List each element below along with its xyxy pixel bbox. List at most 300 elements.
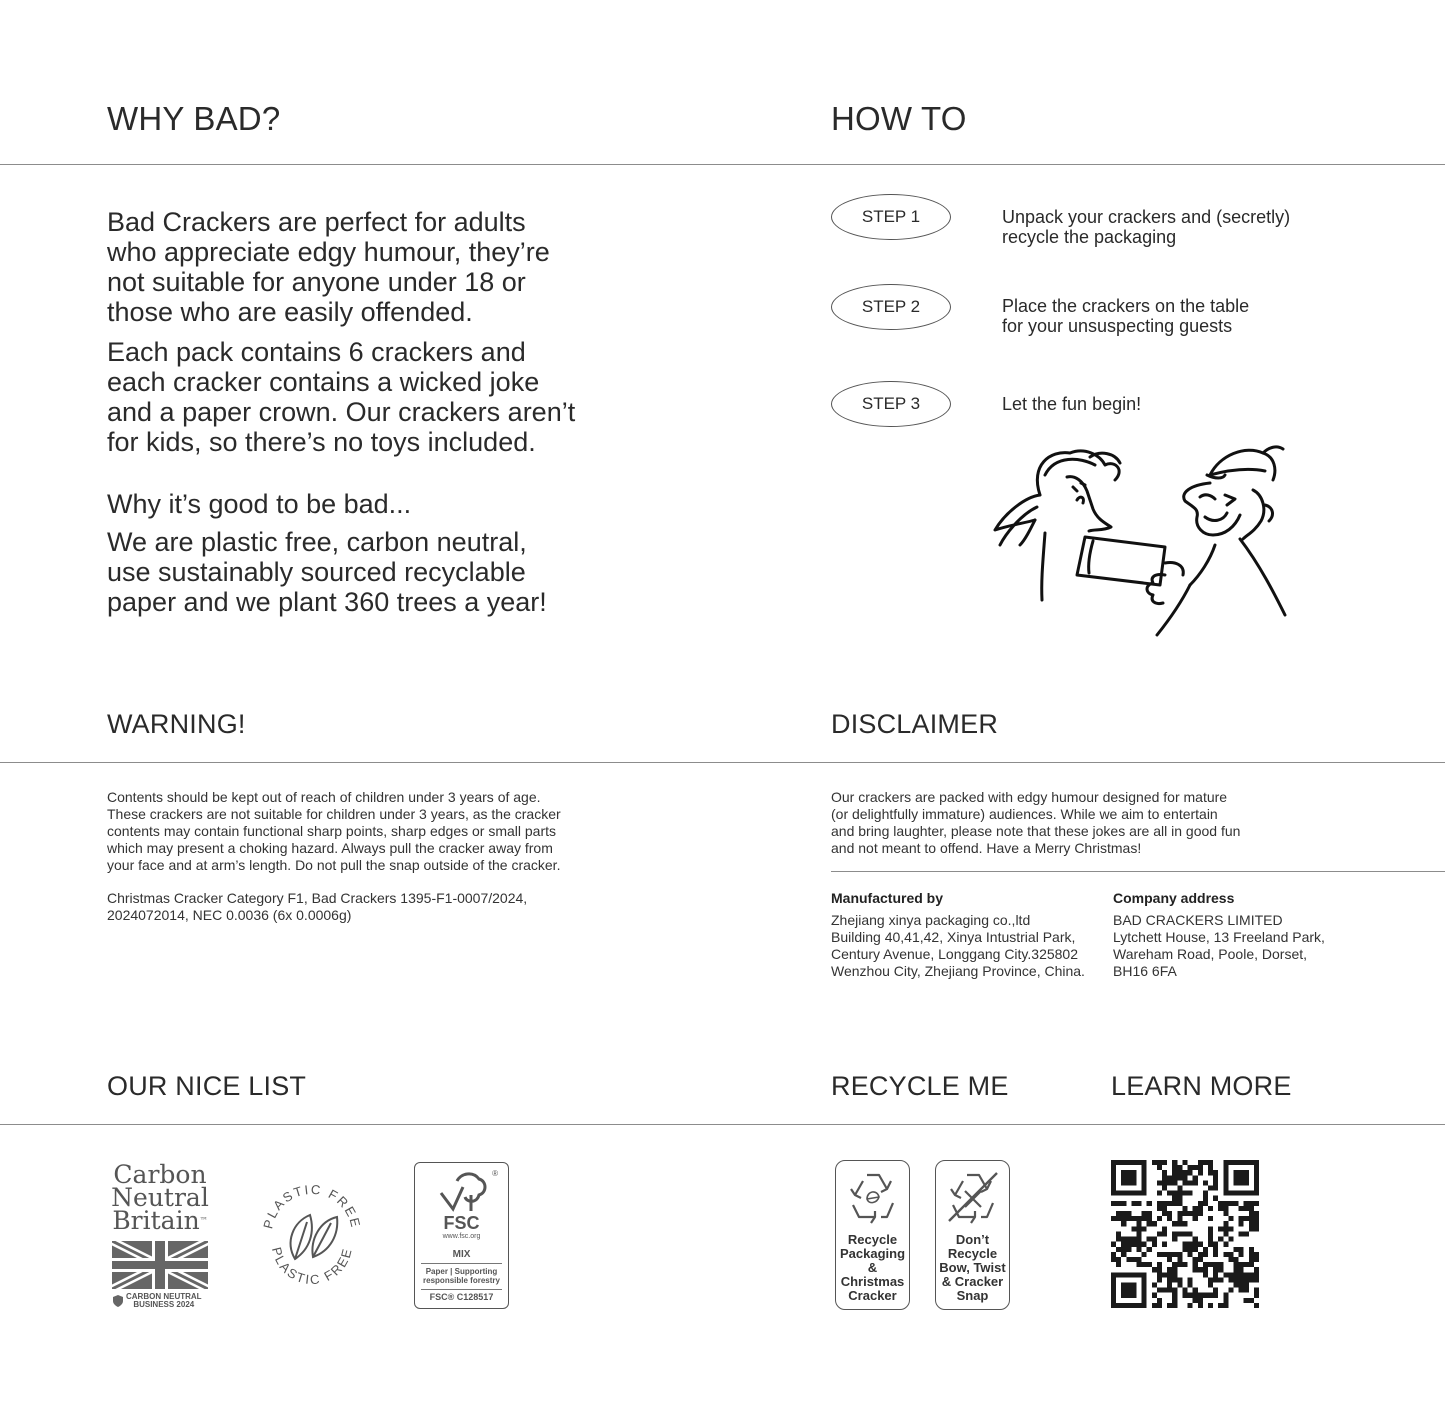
qr-module bbox=[1126, 1180, 1131, 1185]
qr-module bbox=[1167, 1282, 1172, 1287]
qr-module bbox=[1147, 1211, 1152, 1216]
qr-module bbox=[1182, 1242, 1187, 1247]
qr-module bbox=[1198, 1160, 1203, 1165]
qr-module bbox=[1121, 1191, 1126, 1196]
qr-module bbox=[1177, 1175, 1182, 1180]
why-bad-para1: Bad Crackers are perfect for adults who appreciate edgy humour, they’re not suitable for anyone under 18 or those who are easily offended. bbox=[107, 207, 550, 327]
qr-module bbox=[1223, 1303, 1228, 1308]
qr-module bbox=[1121, 1160, 1126, 1165]
qr-module bbox=[1131, 1257, 1136, 1262]
fsc-url: www.fsc.org bbox=[442, 1233, 481, 1240]
qr-module bbox=[1167, 1211, 1172, 1216]
qr-module bbox=[1126, 1257, 1131, 1262]
qr-module bbox=[1111, 1191, 1116, 1196]
qr-module bbox=[1198, 1257, 1203, 1262]
plastic-free-bottom-text: PLASTIC FREE bbox=[268, 1245, 356, 1288]
qr-module bbox=[1157, 1180, 1162, 1185]
qr-module bbox=[1208, 1165, 1213, 1170]
qr-module bbox=[1126, 1293, 1131, 1298]
qr-module bbox=[1239, 1252, 1244, 1257]
qr-module bbox=[1142, 1165, 1147, 1170]
qr-module bbox=[1239, 1221, 1244, 1226]
qr-module bbox=[1182, 1180, 1187, 1185]
qr-module bbox=[1152, 1303, 1157, 1308]
step-1-text: Unpack your crackers and (secretly) recycle the packaging bbox=[1002, 207, 1291, 247]
qr-module bbox=[1233, 1257, 1238, 1262]
qr-module bbox=[1121, 1170, 1126, 1175]
qr-module bbox=[1223, 1170, 1228, 1175]
qr-module bbox=[1157, 1206, 1162, 1211]
divider-top bbox=[0, 164, 1445, 165]
qr-module bbox=[1177, 1170, 1182, 1175]
qr-module bbox=[1162, 1160, 1167, 1165]
qr-module bbox=[1116, 1211, 1121, 1216]
qr-module bbox=[1193, 1165, 1198, 1170]
qr-module bbox=[1244, 1216, 1249, 1221]
qr-module bbox=[1162, 1252, 1167, 1257]
qr-module bbox=[1188, 1252, 1193, 1257]
qr-module bbox=[1111, 1293, 1116, 1298]
qr-module bbox=[1233, 1282, 1238, 1287]
qr-module bbox=[1111, 1186, 1116, 1191]
qr-module bbox=[1203, 1252, 1208, 1257]
qr-module bbox=[1157, 1272, 1162, 1277]
qr-module bbox=[1177, 1191, 1182, 1196]
qr-module bbox=[1126, 1216, 1131, 1221]
qr-module bbox=[1244, 1298, 1249, 1303]
company-address-title: Company address bbox=[1113, 890, 1235, 906]
qr-module bbox=[1167, 1288, 1172, 1293]
qr-module bbox=[1249, 1226, 1254, 1231]
qr-module bbox=[1193, 1262, 1198, 1267]
qr-module bbox=[1142, 1216, 1147, 1221]
qr-module bbox=[1152, 1282, 1157, 1287]
qr-module bbox=[1157, 1216, 1162, 1221]
qr-module bbox=[1239, 1262, 1244, 1267]
qr-module bbox=[1254, 1201, 1259, 1206]
qr-module bbox=[1254, 1277, 1259, 1282]
qr-module bbox=[1137, 1191, 1142, 1196]
qr-module bbox=[1254, 1216, 1259, 1221]
qr-module bbox=[1126, 1303, 1131, 1308]
qr-module bbox=[1213, 1267, 1218, 1272]
qr-module bbox=[1131, 1282, 1136, 1287]
qr-module bbox=[1162, 1272, 1167, 1277]
qr-module bbox=[1249, 1191, 1254, 1196]
qr-module bbox=[1198, 1165, 1203, 1170]
qr-module bbox=[1167, 1252, 1172, 1257]
qr-module bbox=[1172, 1288, 1177, 1293]
qr-module bbox=[1208, 1206, 1213, 1211]
qr-module bbox=[1244, 1160, 1249, 1165]
qr-module bbox=[1157, 1288, 1162, 1293]
qr-module bbox=[1239, 1180, 1244, 1185]
qr-module bbox=[1223, 1201, 1228, 1206]
qr-module bbox=[1157, 1252, 1162, 1257]
qr-module bbox=[1198, 1242, 1203, 1247]
qr-module bbox=[1182, 1221, 1187, 1226]
qr-module bbox=[1193, 1267, 1198, 1272]
qr-module bbox=[1218, 1201, 1223, 1206]
qr-module bbox=[1193, 1206, 1198, 1211]
qr-module bbox=[1198, 1170, 1203, 1175]
qr-module bbox=[1223, 1180, 1228, 1185]
qr-module bbox=[1239, 1267, 1244, 1272]
qr-module bbox=[1167, 1303, 1172, 1308]
qr-module bbox=[1116, 1237, 1121, 1242]
qr-module bbox=[1137, 1231, 1142, 1236]
qr-module bbox=[1188, 1247, 1193, 1252]
qr-module bbox=[1177, 1231, 1182, 1236]
qr-module bbox=[1249, 1277, 1254, 1282]
qr-module bbox=[1131, 1237, 1136, 1242]
qr-module bbox=[1239, 1277, 1244, 1282]
qr-module bbox=[1111, 1282, 1116, 1287]
qr-module bbox=[1244, 1180, 1249, 1185]
qr-module bbox=[1116, 1257, 1121, 1262]
qr-module bbox=[1162, 1201, 1167, 1206]
qr-module bbox=[1172, 1298, 1177, 1303]
qr-code[interactable] bbox=[1111, 1160, 1259, 1308]
qr-module bbox=[1177, 1252, 1182, 1257]
qr-module bbox=[1172, 1180, 1177, 1185]
qr-module bbox=[1162, 1206, 1167, 1211]
qr-module bbox=[1126, 1211, 1131, 1216]
qr-module bbox=[1182, 1160, 1187, 1165]
qr-module bbox=[1111, 1165, 1116, 1170]
qr-module bbox=[1228, 1201, 1233, 1206]
qr-module bbox=[1208, 1262, 1213, 1267]
qr-module bbox=[1116, 1247, 1121, 1252]
qr-module bbox=[1131, 1226, 1136, 1231]
qr-module bbox=[1182, 1191, 1187, 1196]
qr-module bbox=[1244, 1191, 1249, 1196]
qr-module bbox=[1254, 1175, 1259, 1180]
qr-module bbox=[1249, 1211, 1254, 1216]
qr-module bbox=[1223, 1211, 1228, 1216]
why-bad-para2: Each pack contains 6 crackers and each cracker contains a wicked joke and a paper crown. Our crackers aren’t for kids, so there’s no toys included. bbox=[107, 337, 576, 457]
qr-module bbox=[1111, 1277, 1116, 1282]
qr-module bbox=[1239, 1282, 1244, 1287]
qr-module bbox=[1203, 1180, 1208, 1185]
qr-module bbox=[1249, 1160, 1254, 1165]
qr-module bbox=[1172, 1221, 1177, 1226]
qr-module bbox=[1131, 1160, 1136, 1165]
qr-module bbox=[1254, 1221, 1259, 1226]
qr-module bbox=[1249, 1247, 1254, 1252]
qr-module bbox=[1137, 1242, 1142, 1247]
qr-module bbox=[1152, 1242, 1157, 1247]
qr-module bbox=[1213, 1277, 1218, 1282]
qr-module bbox=[1157, 1191, 1162, 1196]
qr-module bbox=[1131, 1216, 1136, 1221]
plastic-free-logo bbox=[255, 1177, 370, 1292]
qr-module bbox=[1188, 1242, 1193, 1247]
qr-module bbox=[1193, 1293, 1198, 1298]
qr-module bbox=[1203, 1247, 1208, 1252]
qr-module bbox=[1111, 1303, 1116, 1308]
qr-module bbox=[1172, 1237, 1177, 1242]
qr-module bbox=[1218, 1262, 1223, 1267]
qr-module bbox=[1137, 1160, 1142, 1165]
qr-module bbox=[1116, 1216, 1121, 1221]
step-3-pill: STEP 3 bbox=[831, 381, 951, 427]
warning-category: Christmas Cracker Category F1, Bad Crackers 1395-F1-0007/2024, 2024072014, NEC 0.0036 (6x 0.0006g) bbox=[107, 890, 528, 923]
qr-module bbox=[1188, 1180, 1193, 1185]
qr-module bbox=[1198, 1211, 1203, 1216]
qr-module bbox=[1172, 1252, 1177, 1257]
qr-module bbox=[1162, 1242, 1167, 1247]
qr-module bbox=[1172, 1196, 1177, 1201]
qr-module bbox=[1172, 1303, 1177, 1308]
qr-module bbox=[1244, 1262, 1249, 1267]
step-1-pill: STEP 1 bbox=[831, 194, 951, 240]
qr-module bbox=[1157, 1267, 1162, 1272]
qr-module bbox=[1208, 1277, 1213, 1282]
qr-module bbox=[1162, 1231, 1167, 1236]
qr-module bbox=[1116, 1231, 1121, 1236]
qr-module bbox=[1254, 1288, 1259, 1293]
qr-module bbox=[1208, 1237, 1213, 1242]
qr-module bbox=[1131, 1180, 1136, 1185]
leaves-icon bbox=[291, 1215, 338, 1259]
qr-module bbox=[1249, 1272, 1254, 1277]
qr-module bbox=[1203, 1191, 1208, 1196]
qr-module bbox=[1121, 1237, 1126, 1242]
qr-module bbox=[1167, 1277, 1172, 1282]
qr-module bbox=[1223, 1221, 1228, 1226]
qr-module bbox=[1167, 1191, 1172, 1196]
qr-module bbox=[1203, 1272, 1208, 1277]
qr-module bbox=[1254, 1180, 1259, 1185]
qr-module bbox=[1218, 1267, 1223, 1272]
carbon-neutral-britain-logo: Carbon Neutral Britain™ CARBON NEUTRAL BUSINESS 2024 bbox=[111, 1160, 209, 1309]
divider-bottom bbox=[0, 1124, 1445, 1125]
qr-module bbox=[1177, 1221, 1182, 1226]
qr-module bbox=[1249, 1257, 1254, 1262]
qr-module bbox=[1131, 1242, 1136, 1247]
qr-module bbox=[1167, 1272, 1172, 1277]
qr-module bbox=[1249, 1201, 1254, 1206]
qr-module bbox=[1254, 1252, 1259, 1257]
qr-module bbox=[1172, 1272, 1177, 1277]
no-recycle-icon bbox=[945, 1169, 1001, 1225]
qr-module bbox=[1177, 1186, 1182, 1191]
qr-module bbox=[1126, 1191, 1131, 1196]
why-bad-body bbox=[107, 207, 667, 617]
qr-module bbox=[1203, 1293, 1208, 1298]
qr-module bbox=[1239, 1216, 1244, 1221]
qr-module bbox=[1233, 1267, 1238, 1272]
qr-module bbox=[1218, 1226, 1223, 1231]
qr-module bbox=[1172, 1293, 1177, 1298]
qr-module bbox=[1223, 1226, 1228, 1231]
qr-module bbox=[1152, 1267, 1157, 1272]
qr-module bbox=[1182, 1262, 1187, 1267]
qr-module bbox=[1126, 1242, 1131, 1247]
qr-module bbox=[1177, 1201, 1182, 1206]
qr-module bbox=[1111, 1175, 1116, 1180]
qr-module bbox=[1244, 1170, 1249, 1175]
qr-module bbox=[1111, 1257, 1116, 1262]
qr-module bbox=[1233, 1272, 1238, 1277]
qr-module bbox=[1137, 1226, 1142, 1231]
recycle-icon bbox=[845, 1169, 901, 1225]
how-to-heading: HOW TO bbox=[831, 100, 967, 137]
qr-module bbox=[1213, 1247, 1218, 1252]
qr-module bbox=[1172, 1277, 1177, 1282]
qr-module bbox=[1147, 1201, 1152, 1206]
qr-module bbox=[1188, 1282, 1193, 1287]
qr-module bbox=[1162, 1180, 1167, 1185]
qr-module bbox=[1137, 1237, 1142, 1242]
qr-module bbox=[1249, 1216, 1254, 1221]
qr-module bbox=[1116, 1160, 1121, 1165]
qr-module bbox=[1137, 1247, 1142, 1252]
qr-module bbox=[1121, 1282, 1126, 1287]
qr-module bbox=[1213, 1175, 1218, 1180]
qr-module bbox=[1239, 1206, 1244, 1211]
qr-module bbox=[1228, 1216, 1233, 1221]
qr-module bbox=[1208, 1242, 1213, 1247]
qr-module bbox=[1142, 1288, 1147, 1293]
qr-module bbox=[1142, 1180, 1147, 1185]
qr-module bbox=[1131, 1201, 1136, 1206]
qr-module bbox=[1208, 1293, 1213, 1298]
qr-module bbox=[1121, 1303, 1126, 1308]
qr-module bbox=[1198, 1303, 1203, 1308]
fsc-code: FSC® C128517 bbox=[429, 1292, 494, 1302]
qr-module bbox=[1121, 1252, 1126, 1257]
warning-heading: WARNING! bbox=[107, 709, 246, 739]
qr-module bbox=[1147, 1237, 1152, 1242]
qr-module bbox=[1213, 1288, 1218, 1293]
qr-module bbox=[1172, 1175, 1177, 1180]
qr-module bbox=[1177, 1277, 1182, 1282]
qr-module bbox=[1137, 1257, 1142, 1262]
qr-module bbox=[1239, 1175, 1244, 1180]
qr-module bbox=[1121, 1221, 1126, 1226]
union-jack-icon bbox=[112, 1241, 208, 1289]
qr-module bbox=[1213, 1170, 1218, 1175]
qr-module bbox=[1223, 1231, 1228, 1236]
qr-module bbox=[1239, 1170, 1244, 1175]
qr-module bbox=[1172, 1165, 1177, 1170]
qr-module bbox=[1142, 1186, 1147, 1191]
qr-module bbox=[1157, 1303, 1162, 1308]
qr-module bbox=[1233, 1160, 1238, 1165]
warning-text: Contents should be kept out of reach of children under 3 years of age. These crackers are not suitable for children under 3 years, as the cracker contents may contain functional sharp points, sharp edges or small parts which may present a choking hazard. Always pull the cracker away from your face and at arm’s length. Do not pull the snap outside of the cracker. bbox=[107, 789, 561, 873]
qr-module bbox=[1182, 1247, 1187, 1252]
qr-module bbox=[1137, 1221, 1142, 1226]
qr-module bbox=[1167, 1267, 1172, 1272]
qr-module bbox=[1142, 1303, 1147, 1308]
qr-module bbox=[1244, 1201, 1249, 1206]
qr-module bbox=[1213, 1252, 1218, 1257]
qr-module bbox=[1152, 1293, 1157, 1298]
qr-module bbox=[1249, 1262, 1254, 1267]
qr-module bbox=[1254, 1211, 1259, 1216]
qr-module bbox=[1157, 1298, 1162, 1303]
qr-module bbox=[1147, 1216, 1152, 1221]
qr-module bbox=[1177, 1216, 1182, 1221]
qr-module bbox=[1172, 1267, 1177, 1272]
qr-module bbox=[1121, 1180, 1126, 1185]
qr-module bbox=[1244, 1175, 1249, 1180]
qr-module bbox=[1142, 1272, 1147, 1277]
qr-module bbox=[1223, 1272, 1228, 1277]
step-2-pill: STEP 2 bbox=[831, 284, 951, 330]
qr-module bbox=[1188, 1211, 1193, 1216]
qr-module bbox=[1218, 1277, 1223, 1282]
fsc-description: Paper | Supporting responsible forestry bbox=[423, 1267, 500, 1285]
qr-module bbox=[1157, 1160, 1162, 1165]
qr-module bbox=[1172, 1160, 1177, 1165]
qr-module bbox=[1126, 1272, 1131, 1277]
qr-module bbox=[1126, 1160, 1131, 1165]
why-bad-para3: We are plastic free, carbon neutral, use sustainably sourced recyclable paper and we plant 360 trees a year! bbox=[107, 527, 547, 617]
qr-module bbox=[1157, 1262, 1162, 1267]
qr-module bbox=[1203, 1267, 1208, 1272]
qr-module bbox=[1228, 1252, 1233, 1257]
qr-module bbox=[1152, 1160, 1157, 1165]
qr-module bbox=[1188, 1293, 1193, 1298]
company-address-text: BAD CRACKERS LIMITED Lytchett House, 13 Freeland Park, Wareham Road, Poole, Dorset, BH16 6FA bbox=[1113, 912, 1325, 979]
step-3-text: Let the fun begin! bbox=[1002, 394, 1142, 414]
qr-module bbox=[1223, 1242, 1228, 1247]
qr-module bbox=[1142, 1170, 1147, 1175]
qr-module bbox=[1162, 1170, 1167, 1175]
qr-module bbox=[1223, 1175, 1228, 1180]
qr-module bbox=[1126, 1237, 1131, 1242]
qr-module bbox=[1182, 1211, 1187, 1216]
qr-module bbox=[1188, 1231, 1193, 1236]
qr-module bbox=[1177, 1165, 1182, 1170]
qr-module bbox=[1152, 1237, 1157, 1242]
qr-module bbox=[1223, 1191, 1228, 1196]
qr-module bbox=[1198, 1201, 1203, 1206]
qr-module bbox=[1228, 1257, 1233, 1262]
qr-module bbox=[1142, 1226, 1147, 1231]
qr-module bbox=[1244, 1272, 1249, 1277]
qr-module bbox=[1239, 1160, 1244, 1165]
qr-module bbox=[1254, 1293, 1259, 1298]
qr-module bbox=[1121, 1175, 1126, 1180]
qr-module bbox=[1131, 1288, 1136, 1293]
qr-module bbox=[1147, 1221, 1152, 1226]
qr-module bbox=[1167, 1180, 1172, 1185]
qr-module bbox=[1233, 1180, 1238, 1185]
qr-module bbox=[1233, 1201, 1238, 1206]
qr-module bbox=[1244, 1277, 1249, 1282]
qr-module bbox=[1213, 1186, 1218, 1191]
qr-module bbox=[1254, 1165, 1259, 1170]
qr-module bbox=[1228, 1226, 1233, 1231]
qr-module bbox=[1228, 1191, 1233, 1196]
qr-module bbox=[1131, 1272, 1136, 1277]
learn-more-heading: LEARN MORE bbox=[1111, 1071, 1292, 1101]
qr-module bbox=[1249, 1252, 1254, 1257]
qr-module bbox=[1157, 1231, 1162, 1236]
qr-module bbox=[1198, 1252, 1203, 1257]
qr-module bbox=[1182, 1231, 1187, 1236]
qr-module bbox=[1121, 1216, 1126, 1221]
qr-module bbox=[1203, 1201, 1208, 1206]
qr-module bbox=[1116, 1303, 1121, 1308]
qr-module bbox=[1239, 1247, 1244, 1252]
plastic-free-top-text: PLASTIC FREE bbox=[260, 1181, 364, 1231]
qr-module bbox=[1131, 1170, 1136, 1175]
